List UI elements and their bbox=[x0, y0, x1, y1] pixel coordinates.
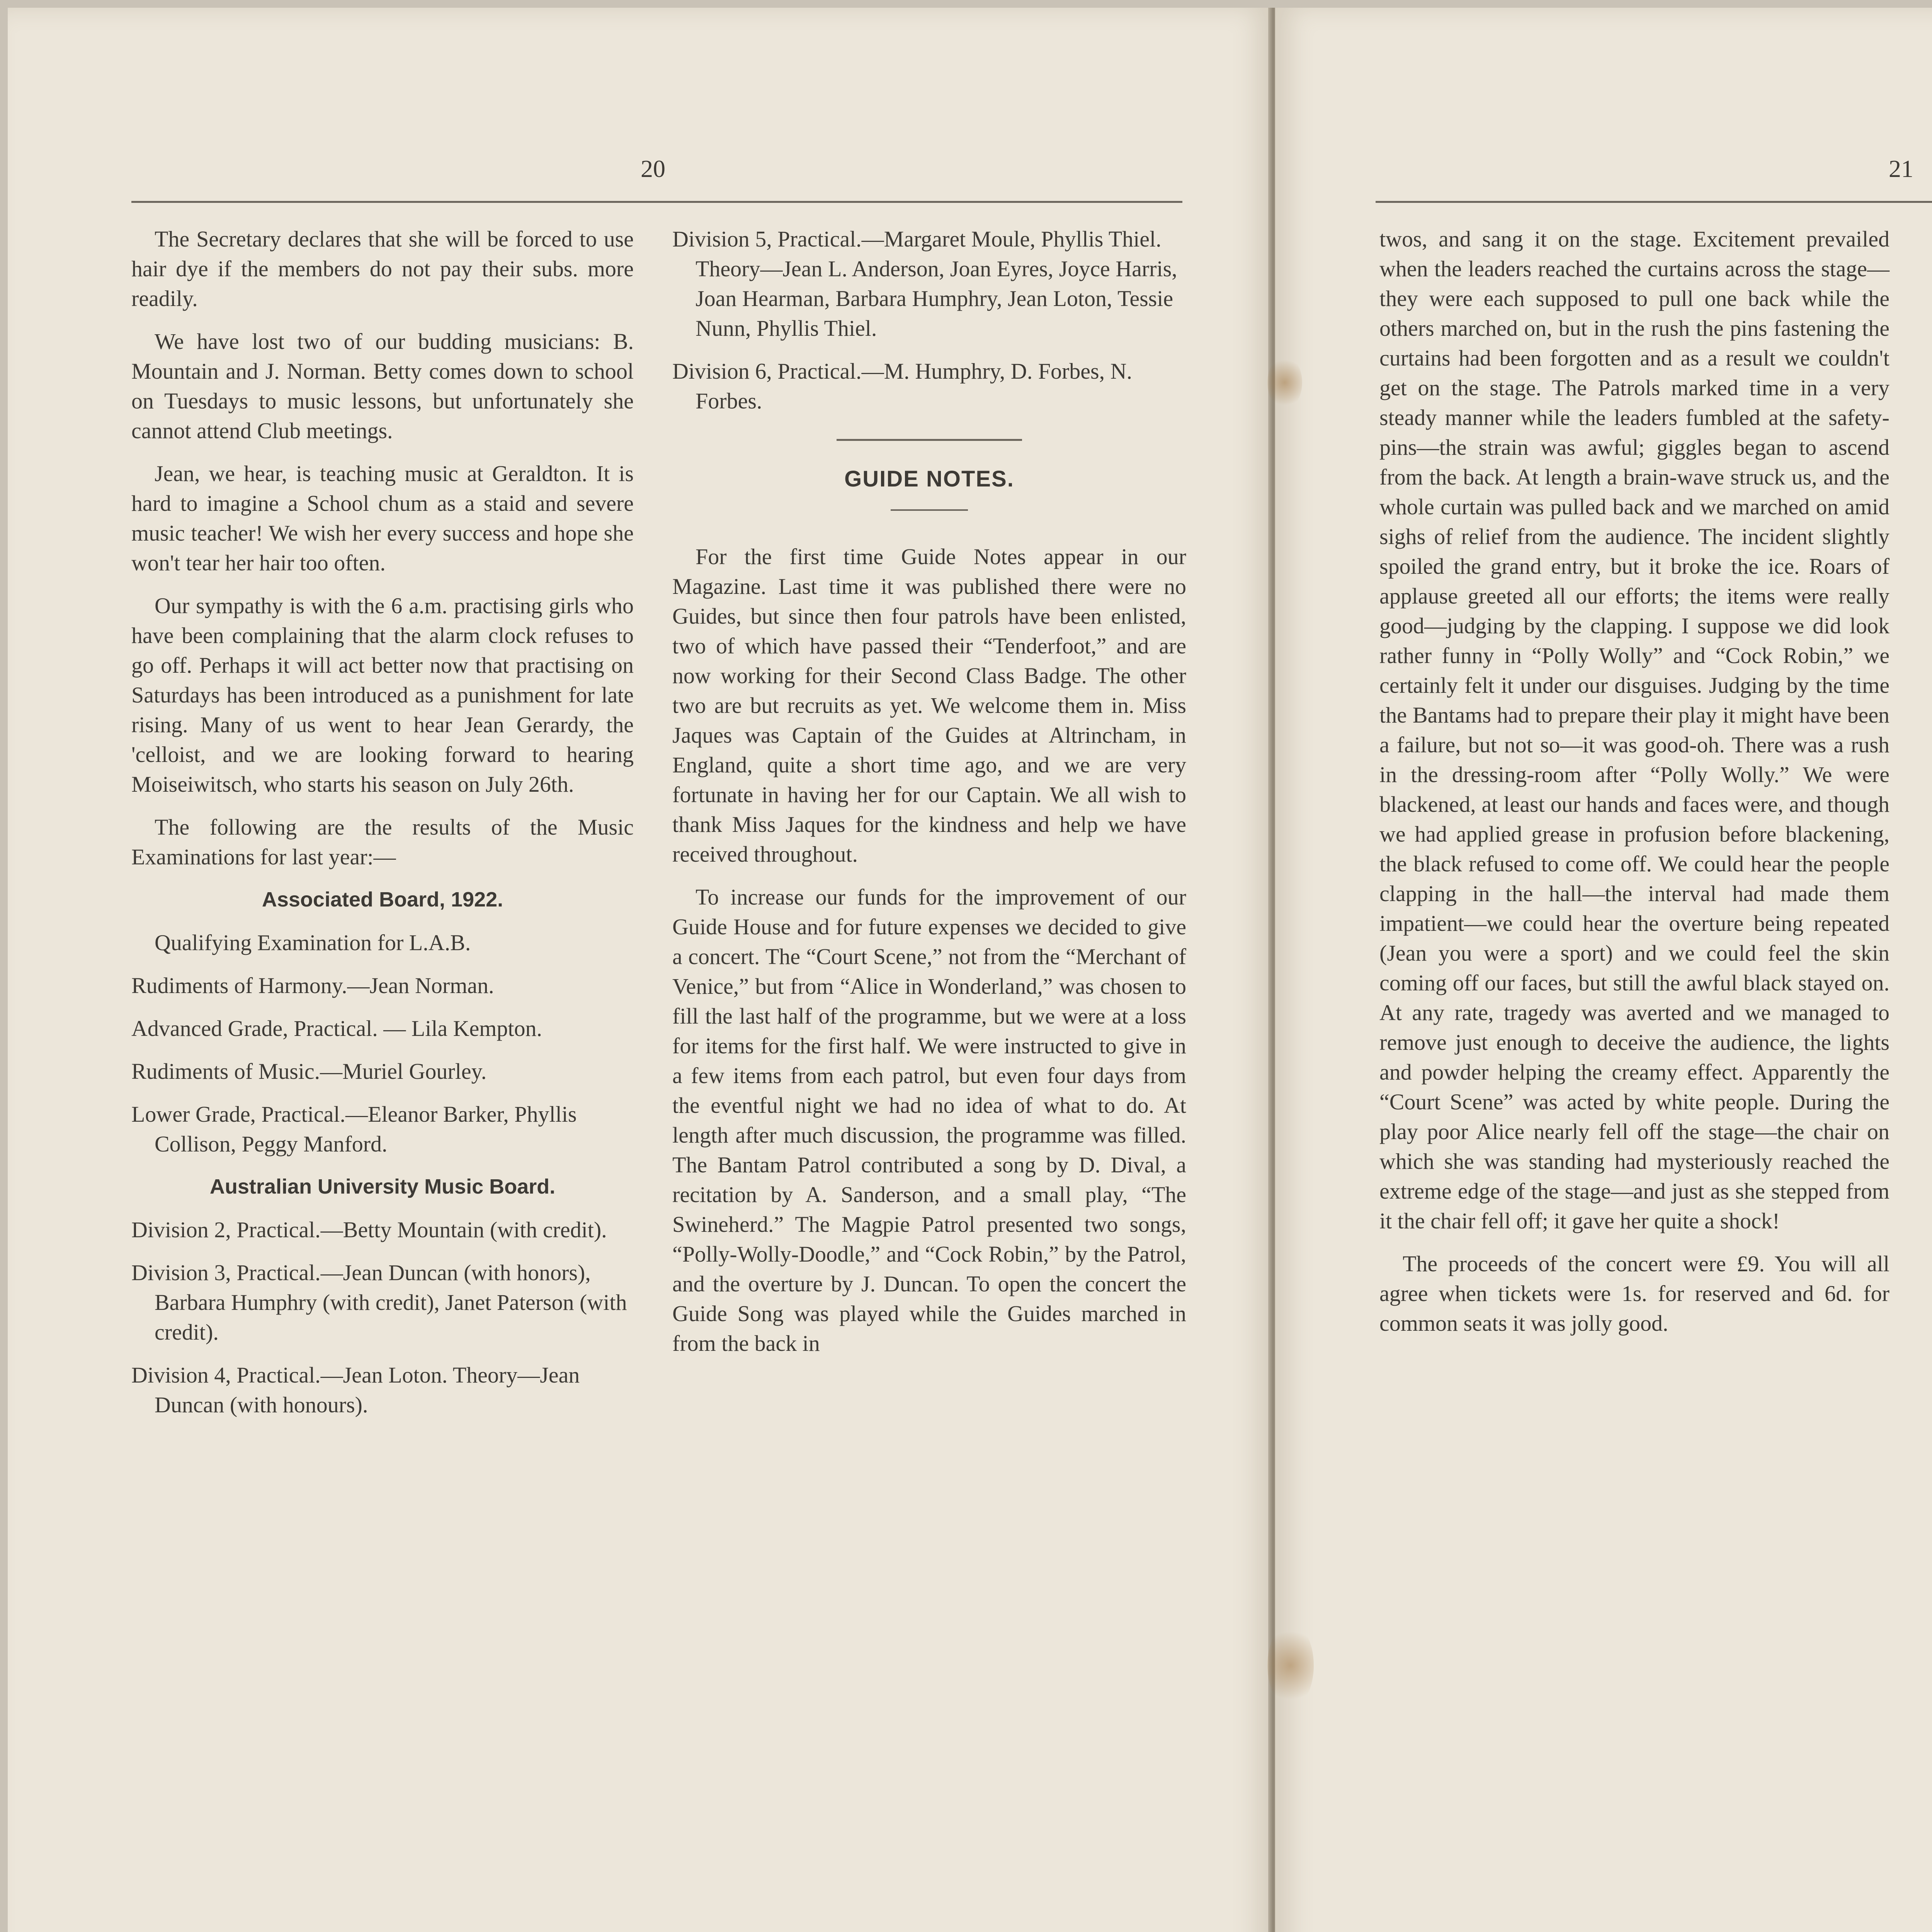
paper-stain bbox=[1267, 1623, 1314, 1708]
music-results-continued bbox=[672, 224, 1186, 416]
paragraph: Our sympathy is with the 6 a.m. practising girls who have been complaining that the alarm clock refuses to go off. Perhaps it will act better now that practising on Saturdays has been introduced as a punishment for late rising. Many of us went to hear Jean Gerardy, the 'celloist, and we are looking forward to hearing Moiseiwitsch, who starts his season on July 26th. bbox=[131, 593, 634, 797]
paragraph: The proceeds of the concert were £9. You will all agree when tickets were 1s. for reserved and 6d. for common seats it was jolly good. bbox=[1379, 1251, 1889, 1336]
paragraph: Qualifying Examination for L.A.B. bbox=[155, 930, 471, 955]
section-subheading: Associated Board, 1922. bbox=[262, 888, 503, 911]
left-column-2 bbox=[672, 224, 1186, 1371]
result-entry: Rudiments of Music.—Muriel Gourley. bbox=[131, 1059, 487, 1084]
right-column-1 bbox=[1379, 224, 1889, 1351]
result-entry: Lower Grade, Practical.—Eleanor Barker, Phyllis Collison, Peggy Manford. bbox=[131, 1102, 577, 1156]
paragraph: The Secretary declares that she will be forced to use hair dye if the members do not pay their subs. more readily. bbox=[131, 226, 634, 311]
paragraph: To increase our funds for the improvement of our Guide House and for future expenses we decided to give a concert. The “Court Scene,” not from the “Merchant of Venice,” but from “Alice in Wonderland,” was chosen to fill the last half of the programme, but we were at a loss for items for the first half. We were instructed to give in a few items from each patrol, but even four days from the eventful night we had no idea of what to do. At length after much discussion, the programme was filled. The Bantam Patrol contributed a song by D. Dival, a recitation by A. Sanderson, and a small play, “The Swineherd.” The Magpie Patrol presented two songs, “Polly-Wolly-Doodle,” and “Cock Robin,” by the Patrol, and the overture by J. Duncan. To open the concert the Guide Song was played while the Guides marched in from the back in bbox=[672, 884, 1186, 1356]
left-column-1 bbox=[131, 224, 634, 1433]
left-page bbox=[8, 8, 1271, 1932]
result-entry: Division 6, Practical.—M. Humphry, D. Forbes, N. Forbes. bbox=[672, 359, 1132, 413]
section-subheading: Australian University Music Board. bbox=[209, 1175, 556, 1198]
page-number: 20 bbox=[641, 155, 665, 182]
result-entry: Division 4, Practical.—Jean Loton. Theory—Jean Duncan (with honours). bbox=[131, 1362, 580, 1417]
paragraph: The following are the results of the Music Examinations for last year:— bbox=[131, 815, 634, 869]
result-entry: Advanced Grade, Practical. — Lila Kempton. bbox=[131, 1016, 542, 1041]
result-entry: Division 2, Practical.—Betty Mountain (with credit). bbox=[131, 1217, 607, 1242]
paragraph: We have lost two of our budding musicians: B. Mountain and J. Norman. Betty comes down to school on Tuesdays to music lessons, but unfortunately she cannot attend Club meetings. bbox=[131, 329, 634, 443]
paragraph: twos, and sang it on the stage. Excitement prevailed when the leaders reached the curtains across the stage—they were each supposed to pull one back while the others marched on, but in the rush the pins fastening the curtains had been forgotten and as a result we couldn't get on the stage. The Patrols marked time in a very steady manner while the leaders fumbled at the safety-pins—the strain was awful; giggles began to ascend from the back. At length a brain-wave struck us, and the whole curtain was pulled back and we marched on amid sighs of relief from the audience. The incident slightly spoiled the grand entry, but it broke the ice. Roars of applause greeted all our efforts; the items were really good—judging by the clapping. I suppose we did look rather funny in “Polly Wolly” and “Cock Robin,” we certainly felt it under our disguises. Judging by the time the Bantams had to prepare their play it might have been a failure, but not so—it was good-oh. There was a rush in the dressing-room after “Polly Wolly.” We were blackened, at least our hands and faces were, and though we had applied grease in profusion before blackening, the black refused to come off. We could hear the people clapping in the hall—the interval had made them impatient—we could hear the overture being repeated (Jean you were a sport) and we could feel the skin coming off our faces, but still the awful black stayed on. At any rate, tragedy was averted and we managed to remove just enough to deceive the audience, the lights and powder helping the creamy effect. Apparently the “Court Scene” was acted by white people. During the play poor Alice nearly fell off the stage—the chair on which she was standing had mysteriously reached the extreme edge of the stage—and just as she stepped from it the chair fell off; it gave her quite a shock! bbox=[1379, 226, 1889, 1233]
header-rule bbox=[1376, 201, 1932, 203]
paragraph: For the first time Guide Notes appear in our Magazine. Last time it was published there were no Guides, but since then four patrols have been enlisted, two of which have passed their “Tenderfoot,” and are now working for their Second Class Badge. The other two are but recruits as yet. We welcome them in. Miss Jaques was Captain of the Guides at Altrincham, in England, quite a short time ago, and we are very fortunate in having her for our Captain. We all wish to thank Miss Jaques for the kindness and help we have received throughout. bbox=[672, 544, 1186, 867]
paragraph: Jean, we hear, is teaching music at Geraldton. It is hard to imagine a School chum as a staid and severe music teacher! We wish her every success and hope she won't tear her hair too often. bbox=[131, 461, 634, 575]
guide-notes-heading: GUIDE NOTES. bbox=[844, 466, 1014, 492]
section-divider bbox=[837, 439, 1022, 441]
heading-divider bbox=[891, 509, 968, 511]
right-page bbox=[1275, 8, 1932, 1932]
header-rule bbox=[131, 201, 1182, 203]
page-number: 21 bbox=[1889, 155, 1913, 182]
paper-stain bbox=[1267, 355, 1302, 410]
result-entry: Division 5, Practical.—Margaret Moule, Phyllis Thiel. Theory—Jean L. Anderson, Joan Eyres, Joyce Harris, Joan Hearman, Barbara Humphry, Jean Loton, Tessie Nunn, Phyllis Thiel. bbox=[672, 226, 1177, 341]
result-entry: Division 3, Practical.—Jean Duncan (with honors), Barbara Humphry (with credit), Janet Paterson (with credit). bbox=[131, 1260, 627, 1345]
result-entry: Rudiments of Harmony.—Jean Norman. bbox=[131, 973, 494, 998]
guide-notes-body bbox=[672, 542, 1186, 1358]
